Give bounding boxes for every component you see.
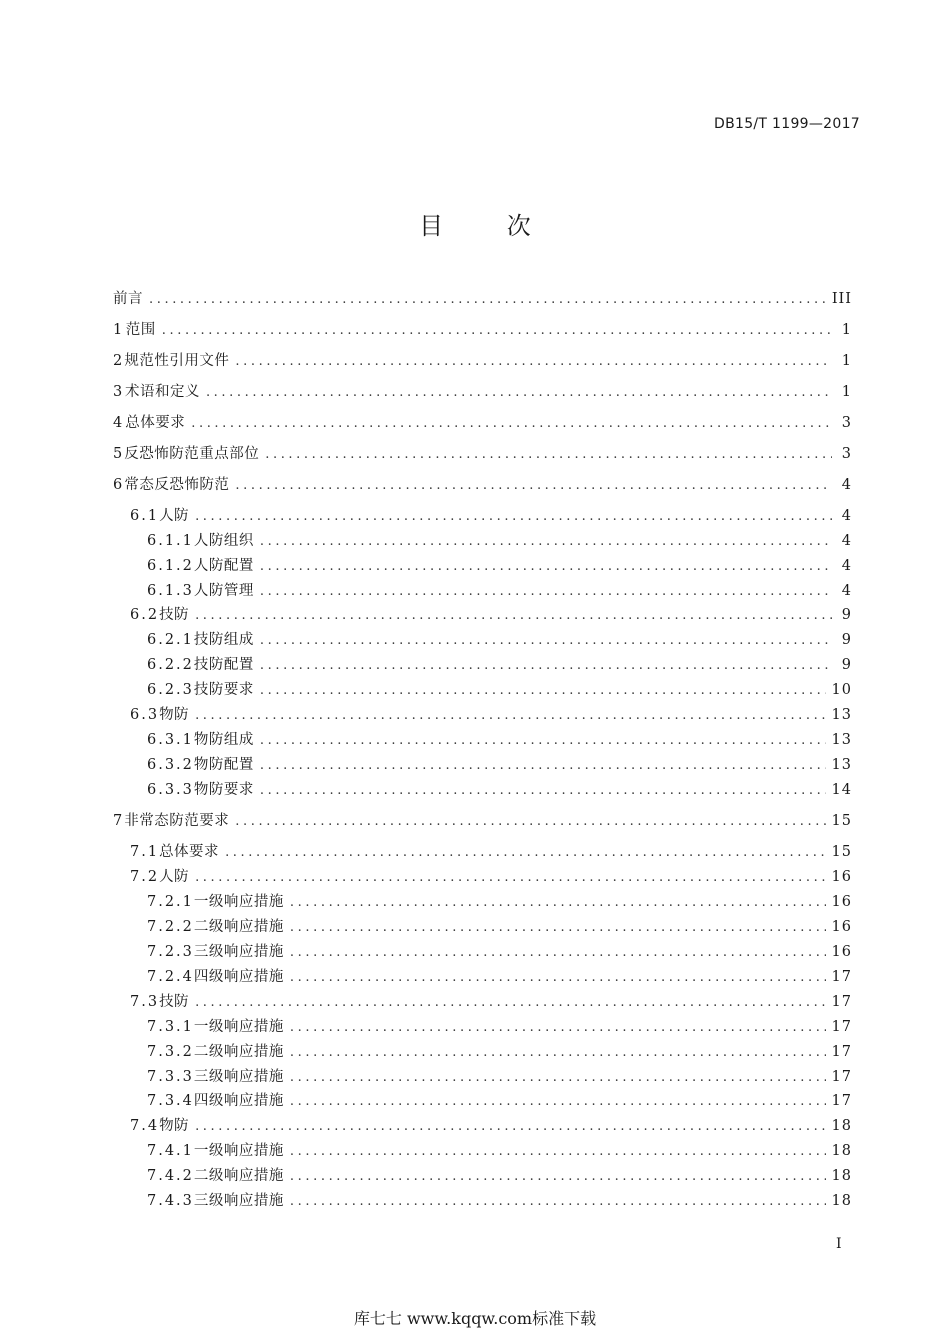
toc-entry[interactable] (113, 288, 852, 310)
toc-title: 目 次 (419, 212, 559, 240)
toc-entry[interactable] (147, 1190, 852, 1212)
toc-entry-title: 人防组织 (193, 533, 254, 549)
toc-entry-title: 技防 (159, 994, 190, 1010)
toc-dot-leader (195, 867, 825, 889)
toc-entry-page: 1 (841, 353, 852, 369)
toc-entry-page: 18 (831, 1193, 852, 1209)
toc-dot-leader (149, 289, 826, 311)
footer-watermark: 库七七 www.kqqw.com标准下载 (353, 1309, 597, 1328)
toc-entry-page: 18 (831, 1168, 852, 1184)
toc-entry-number: 7.2.1 (147, 894, 194, 910)
toc-entry-page: 16 (831, 894, 852, 910)
toc-entry-page: 15 (831, 844, 852, 860)
toc-dot-leader (260, 531, 832, 553)
toc-entry[interactable] (147, 891, 852, 913)
toc-entry-page: III (831, 291, 852, 307)
toc-entry[interactable] (130, 841, 852, 863)
toc-entry-title: 三级响应措施 (193, 944, 284, 960)
toc-entry-page: 18 (831, 1143, 852, 1159)
toc-entry[interactable] (113, 474, 852, 496)
toc-entry[interactable] (130, 505, 852, 527)
toc-entry-page: 16 (831, 919, 852, 935)
toc-entry-title: 非常态防范要求 (124, 813, 230, 829)
toc-entry[interactable] (147, 754, 852, 776)
toc-entry-number: 6.2.2 (147, 657, 194, 673)
toc-entry[interactable] (113, 381, 852, 403)
toc-entry-page: 4 (841, 477, 852, 493)
toc-entry-title: 物防要求 (193, 782, 254, 798)
toc-entry-number: 6.2.3 (147, 682, 194, 698)
toc-entry-page: 3 (841, 446, 852, 462)
toc-dot-leader (260, 730, 826, 752)
toc-entry-number: 6.3.1 (147, 732, 194, 748)
toc-entry-number: 6.2.1 (147, 632, 194, 648)
toc-entry[interactable] (130, 991, 852, 1013)
toc-dot-leader (260, 581, 832, 603)
toc-entry-number: 7.3 (130, 994, 160, 1010)
toc-dot-leader (260, 780, 826, 802)
toc-entry-title: 技防配置 (193, 657, 254, 673)
toc-entry-number: 7.2 (130, 869, 160, 885)
toc-entry[interactable] (147, 729, 852, 751)
toc-entry-title: 一级响应措施 (193, 1019, 284, 1035)
toc-entry-title: 反恐怖防范重点部位 (124, 446, 260, 462)
toc-dot-leader (290, 892, 826, 914)
toc-dot-leader (290, 917, 826, 939)
toc-entry-number: 7.4 (130, 1118, 160, 1134)
toc-entry-title: 技防 (159, 607, 190, 623)
toc-entry-page: 15 (831, 813, 852, 829)
toc-dot-leader (265, 444, 832, 466)
toc-dot-leader (235, 475, 832, 497)
toc-entry-number: 6.1.3 (147, 583, 194, 599)
toc-entry-number: 6.3 (130, 707, 160, 723)
toc-entry-title: 物防 (159, 707, 190, 723)
toc-entry[interactable] (113, 443, 852, 465)
toc-dot-leader (290, 942, 826, 964)
toc-entry-page: 16 (831, 944, 852, 960)
toc-entry[interactable] (147, 629, 852, 651)
toc-entry[interactable] (147, 779, 852, 801)
toc-entry-title: 范围 (125, 322, 156, 338)
toc-entry-number: 6.3.3 (147, 782, 194, 798)
toc-entry[interactable] (147, 679, 852, 701)
toc-entry-number: 6.1.2 (147, 558, 194, 574)
toc-entry-number: 7 (113, 813, 125, 829)
toc-entry[interactable] (147, 1140, 852, 1162)
toc-entry-page: 9 (841, 607, 852, 623)
toc-entry-number: 7.3.2 (147, 1044, 194, 1060)
toc-entry[interactable] (113, 810, 852, 832)
toc-entry-page: 1 (841, 384, 852, 400)
toc-entry[interactable] (147, 1165, 852, 1187)
toc-entry[interactable] (147, 1016, 852, 1038)
toc-entry[interactable] (147, 654, 852, 676)
toc-entry-number: 7.3.1 (147, 1019, 194, 1035)
toc-entry-title: 一级响应措施 (193, 1143, 284, 1159)
toc-dot-leader (195, 705, 825, 727)
toc-dot-leader (260, 630, 832, 652)
toc-entry[interactable] (147, 1090, 852, 1112)
toc-entry[interactable] (147, 966, 852, 988)
toc-entry[interactable] (130, 866, 852, 888)
toc-dot-leader (290, 1091, 826, 1113)
toc-dot-leader (290, 967, 826, 989)
toc-entry[interactable] (147, 555, 852, 577)
toc-entry-number: 6.2 (130, 607, 160, 623)
toc-entry-page: 17 (831, 969, 852, 985)
document-code: DB15/T 1199—2017 (714, 116, 860, 132)
toc-entry-title: 物防配置 (193, 757, 254, 773)
toc-entry-title: 一级响应措施 (193, 894, 284, 910)
toc-entry-page: 18 (831, 1118, 852, 1134)
toc-entry-title: 技防组成 (193, 632, 254, 648)
toc-dot-leader (290, 1042, 826, 1064)
toc-dot-leader (260, 680, 826, 702)
toc-entry-number: 2 (113, 353, 125, 369)
toc-entry-page: 4 (841, 533, 852, 549)
toc-entry-number: 5 (113, 446, 125, 462)
toc-dot-leader (290, 1191, 826, 1213)
toc-entry-title: 三级响应措施 (193, 1069, 284, 1085)
toc-entry-title: 总体要求 (159, 844, 220, 860)
toc-entry-number: 6.3.2 (147, 757, 194, 773)
toc-dot-leader (225, 842, 825, 864)
toc-entry[interactable] (147, 1066, 852, 1088)
toc-entry[interactable] (147, 916, 852, 938)
toc-entry-number: 7.2.3 (147, 944, 194, 960)
toc-entry-title: 规范性引用文件 (124, 353, 230, 369)
toc-entry-page: 4 (841, 508, 852, 524)
toc-entry-number: 7.4.3 (147, 1193, 194, 1209)
toc-entry[interactable] (130, 604, 852, 626)
toc-entry-title: 技防要求 (193, 682, 254, 698)
toc-entry-page: 1 (841, 322, 852, 338)
toc-entry-number: 1 (113, 322, 125, 338)
toc-entry[interactable] (113, 319, 852, 341)
toc-dot-leader (290, 1067, 826, 1089)
toc-entry-title: 二级响应措施 (193, 1168, 284, 1184)
toc-entry[interactable] (113, 412, 852, 434)
toc-entry[interactable] (147, 1041, 852, 1063)
toc-dot-leader (290, 1141, 826, 1163)
toc-dot-leader (235, 811, 825, 833)
toc-entry-title: 前言 (113, 291, 143, 307)
toc-entry-page: 13 (831, 732, 852, 748)
toc-entry-page: 9 (841, 657, 852, 673)
toc-entry-number: 6 (113, 477, 125, 493)
toc-entry-number: 7.2.4 (147, 969, 194, 985)
toc-entry-title: 术语和定义 (124, 384, 200, 400)
toc-entry-title: 总体要求 (125, 415, 186, 431)
toc-dot-leader (260, 556, 832, 578)
toc-entry-page: 16 (831, 869, 852, 885)
toc-dot-leader (235, 351, 832, 373)
toc-entry-number: 7.2.2 (147, 919, 194, 935)
toc-entry-title: 物防 (159, 1118, 190, 1134)
toc-entry-number: 7.1 (130, 844, 160, 860)
toc-entry-page: 13 (831, 707, 852, 723)
toc-entry-page: 17 (831, 1069, 852, 1085)
toc-entry[interactable] (147, 941, 852, 963)
toc-entry-title: 四级响应措施 (193, 1093, 284, 1109)
toc-entry-page: 17 (831, 1019, 852, 1035)
toc-entry-page: 4 (841, 558, 852, 574)
toc-entry-number: 3 (113, 384, 125, 400)
toc-entry-number: 7.4.2 (147, 1168, 194, 1184)
toc-dot-leader (290, 1017, 826, 1039)
toc-dot-leader (191, 413, 832, 435)
toc-entry-page: 17 (831, 1044, 852, 1060)
toc-entry-page: 17 (831, 994, 852, 1010)
toc-entry-number: 6.1 (130, 508, 160, 524)
toc-dot-leader (260, 755, 826, 777)
toc-dot-leader (195, 992, 825, 1014)
toc-entry[interactable] (130, 704, 852, 726)
toc-dot-leader (162, 320, 832, 342)
toc-entry[interactable] (130, 1115, 852, 1137)
toc-entry[interactable] (113, 350, 852, 372)
toc-entry-title: 物防组成 (193, 732, 254, 748)
toc-entry-title: 人防配置 (193, 558, 254, 574)
toc-dot-leader (195, 506, 832, 528)
toc-entry-page: 14 (831, 782, 852, 798)
toc-entry-title: 二级响应措施 (193, 919, 284, 935)
toc-entry-number: 7.3.3 (147, 1069, 194, 1085)
toc-entry-number: 7.4.1 (147, 1143, 194, 1159)
toc-entry-title: 人防 (159, 508, 190, 524)
toc-entry-number: 6.1.1 (147, 533, 194, 549)
toc-dot-leader (195, 605, 832, 627)
toc-dot-leader (260, 655, 832, 677)
toc-dot-leader (195, 1116, 825, 1138)
toc-entry-page: 10 (831, 682, 852, 698)
toc-dot-leader (290, 1166, 826, 1188)
toc-entry-page: 17 (831, 1093, 852, 1109)
toc-entry-title: 常态反恐怖防范 (124, 477, 230, 493)
toc-entry-page: 4 (841, 583, 852, 599)
toc-entry-page: 9 (841, 632, 852, 648)
toc-entry-title: 人防管理 (193, 583, 254, 599)
toc-entry-page: 13 (831, 757, 852, 773)
toc-entry-number: 7.3.4 (147, 1093, 194, 1109)
toc-entry-title: 二级响应措施 (193, 1044, 284, 1060)
toc-entry-number: 4 (113, 415, 125, 431)
toc-entry-title: 人防 (159, 869, 190, 885)
toc-dot-leader (206, 382, 832, 404)
page-number: I (836, 1236, 842, 1252)
toc-entry-title: 三级响应措施 (193, 1193, 284, 1209)
toc-entry[interactable] (147, 580, 852, 602)
toc-entry-page: 3 (841, 415, 852, 431)
toc-entry[interactable] (147, 530, 852, 552)
toc-entry-title: 四级响应措施 (193, 969, 284, 985)
